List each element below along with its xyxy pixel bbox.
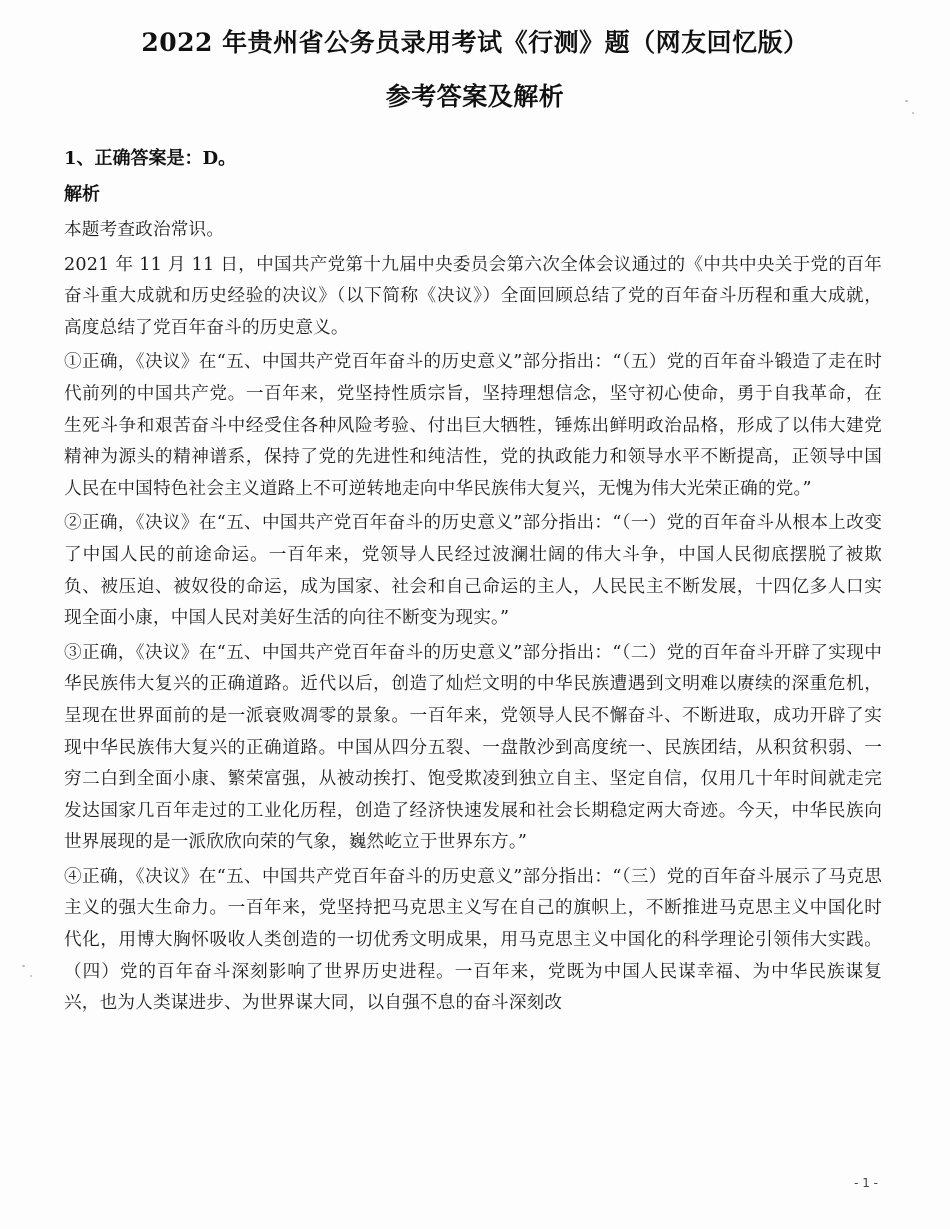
answer-content [64, 142, 882, 1020]
scan-speck [905, 100, 908, 102]
paragraph-background: 2021 年 11 月 11 日，中国共产党第十九届中央委员会第六次全体会议通过的《中共中央关于党的百年奋斗重大成就和历史经验的决议》（以下简称《决议》）全面回顾总结了党的百年奋斗历程和重大成就，高度总结了党百年奋斗的历史意义。 [64, 254, 882, 338]
analysis-label: 解析 [64, 184, 100, 205]
scan-speck [912, 112, 914, 114]
paragraph-point-3: ③正确，《决议》在“五、中国共产党百年奋斗的历史意义”部分指出：“（二）党的百年奋斗开辟了实现中华民族伟大复兴的正确道路。近代以后，创造了灿烂文明的中华民族遭遇到文明难以赓续的深重危机，呈现在世界面前的是一派衰败凋零的景象。一百年来，党领导人民不懈奋斗、不断进取，成功开辟了实现中华民族伟大复兴的正确道路。中国从四分五裂、一盘散沙到高度统一、民族团结，从积贫积弱、一穷二白到全面小康、繁荣富强，从被动挨打、饱受欺凌到独立自主、坚定自信，仅用几十年时间就走完发达国家几百年走过的工业化历程，创造了经济快速发展和社会长期稳定两大奇迹。今天，中华民族向世界展现的是一派欣欣向荣的气象，巍然屹立于世界东方。” [64, 642, 882, 853]
scan-speck [30, 975, 32, 977]
paragraph-topic: 本题考查政治常识。 [64, 220, 225, 240]
paragraph-point-4: ④正确，《决议》在“五、中国共产党百年奋斗的历史意义”部分指出：“（三）党的百年奋斗展示了马克思主义的强大生命力。一百年来，党坚持把马克思主义写在自己的旗帜上，不断推进马克思主义中国化时代化，用博大胸怀吸收人类创造的一切优秀文明成果，用马克思主义中国化的科学理论引领伟大实践。（四）党的百年奋斗深刻影响了世界历史进程。一百年来，党既为中国人民谋幸福、为中华民族谋复兴，也为人类谋进步、为世界谋大同，以自强不息的奋斗深刻改 [64, 866, 882, 1014]
document-title: 2022 年贵州省公务员录用考试《行测》题（网友回忆版） [141, 27, 809, 57]
document-subtitle: 参考答案及解析 [385, 81, 565, 111]
page-number: - 1 - [854, 1176, 878, 1190]
question-answer-heading: 1、正确答案是：D。 [64, 148, 237, 169]
paragraph-point-2: ②正确，《决议》在“五、中国共产党百年奋斗的历史意义”部分指出：“（一）党的百年奋斗从根本上改变了中国人民的前途命运。一百年来，党领导人民经过波澜壮阔的伟大斗争，中国人民彻底摆脱了被欺负、被压迫、被奴役的命运，成为国家、社会和自己命运的主人，人民民主不断发展，十四亿多人口实现全面小康，中国人民对美好生活的向往不断变为现实。” [64, 513, 882, 629]
scan-speck [22, 965, 25, 967]
paragraph-point-1: ①正确，《决议》在“五、中国共产党百年奋斗的历史意义”部分指出：“（五）党的百年奋斗锻造了走在时代前列的中国共产党。一百年来，党坚持性质宗旨，坚持理想信念，坚守初心使命，勇于自我革命，在生死斗争和艰苦奋斗中经受住各种风险考验、付出巨大牺牲，锤炼出鲜明政治品格，形成了以伟大建党精神为源头的精神谱系，保持了党的先进性和纯洁性，党的执政能力和领导水平不断提高，正领导中国人民在中国特色社会主义道路上不可逆转地走向中华民族伟大复兴，无愧为伟大光荣正确的党。” [64, 352, 882, 499]
